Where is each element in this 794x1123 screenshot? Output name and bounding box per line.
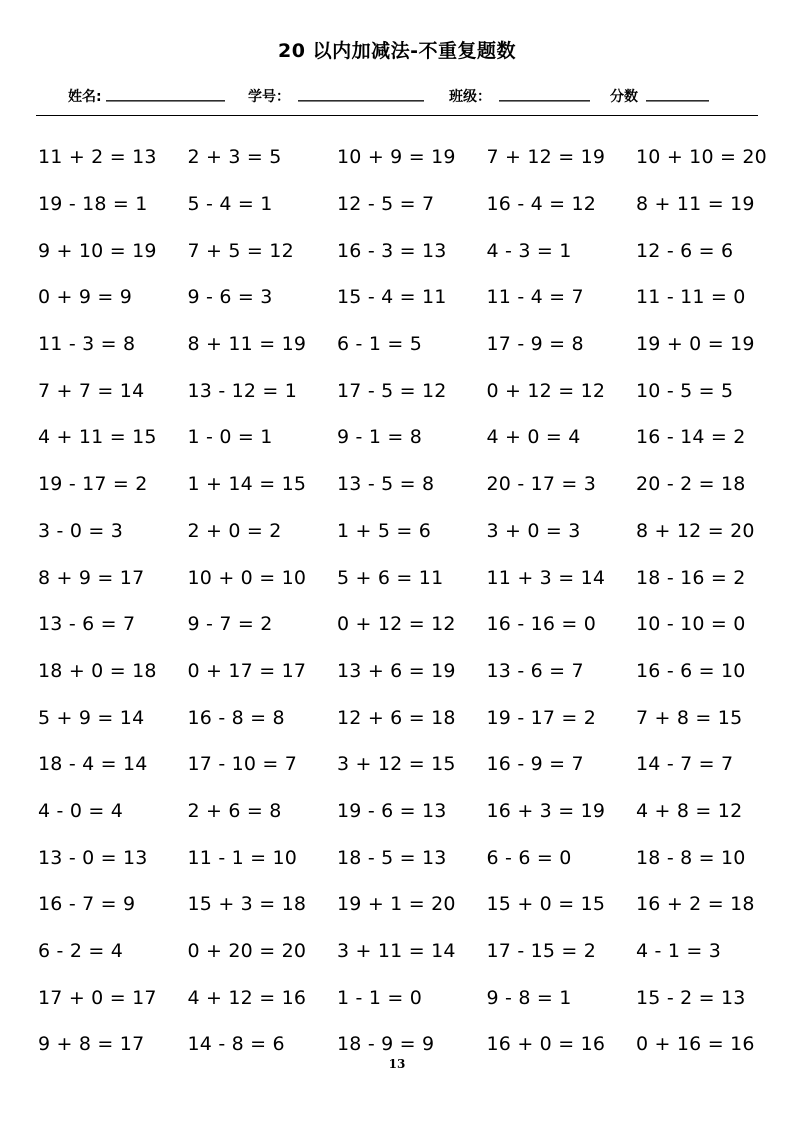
problem-row — [38, 134, 778, 181]
math-problem: 4 - 0 = 4 — [38, 799, 123, 822]
math-problem: 16 + 3 = 19 — [486, 799, 606, 822]
math-problem: 18 - 9 = 9 — [337, 1033, 435, 1056]
math-problem: 9 - 1 = 8 — [337, 426, 422, 449]
math-problem: 16 + 2 = 18 — [636, 893, 755, 916]
math-problem: 12 - 6 = 6 — [636, 239, 734, 262]
math-problem: 18 - 4 = 14 — [38, 753, 148, 776]
math-problem: 6 - 2 = 4 — [38, 940, 123, 963]
math-problem: 5 + 9 = 14 — [38, 706, 145, 729]
class-field[interactable]: _____________ — [499, 86, 590, 102]
math-problem: 2 + 6 = 8 — [187, 799, 282, 822]
math-problem: 11 + 2 = 13 — [38, 146, 157, 169]
math-problem: 19 - 17 = 2 — [486, 706, 597, 729]
math-problem: 9 + 10 = 19 — [38, 239, 157, 262]
math-problem: 19 + 0 = 19 — [636, 333, 755, 356]
math-problem: 16 - 4 = 12 — [486, 193, 597, 216]
math-problem: 20 - 17 = 3 — [486, 473, 597, 496]
math-problem: 4 + 12 = 16 — [187, 986, 307, 1009]
math-problem: 1 + 14 = 15 — [187, 473, 307, 496]
math-problem: 11 - 3 = 8 — [38, 333, 136, 356]
math-problem: 10 + 9 = 19 — [337, 146, 456, 169]
math-problem: 15 - 4 = 11 — [337, 286, 447, 309]
math-problem: 10 + 10 = 20 — [636, 146, 767, 169]
math-problem: 16 - 8 = 8 — [187, 706, 285, 729]
math-problem: 16 + 0 = 16 — [486, 1033, 606, 1056]
math-problem: 15 + 0 = 15 — [486, 893, 606, 916]
problem-row — [38, 414, 778, 461]
math-problem: 4 + 11 = 15 — [38, 426, 157, 449]
name-field[interactable]: _________________ — [106, 86, 225, 102]
math-problem: 2 + 0 = 2 — [187, 519, 282, 542]
math-problem: 0 + 9 = 9 — [38, 286, 133, 309]
math-problem: 17 - 5 = 12 — [337, 379, 447, 402]
math-problem: 17 + 0 = 17 — [38, 986, 157, 1009]
math-problem: 19 + 1 = 20 — [337, 893, 456, 916]
math-problem: 9 + 8 = 17 — [38, 1033, 145, 1056]
math-problem: 4 + 8 = 12 — [636, 799, 743, 822]
problem-row — [38, 741, 778, 788]
problem-row — [38, 694, 778, 741]
math-problem: 12 - 5 = 7 — [337, 193, 435, 216]
score-field[interactable]: _________ — [646, 86, 709, 102]
math-problem: 11 + 3 = 14 — [486, 566, 606, 589]
math-problem: 13 - 6 = 7 — [38, 613, 136, 636]
math-problem: 0 + 20 = 20 — [187, 940, 307, 963]
math-problem: 16 - 9 = 7 — [486, 753, 584, 776]
math-problem: 2 + 3 = 5 — [187, 146, 282, 169]
math-problem: 12 + 6 = 18 — [337, 706, 456, 729]
name-label: 姓名: — [68, 89, 102, 105]
problem-row — [38, 554, 778, 601]
problem-row — [38, 601, 778, 648]
math-problem: 7 + 7 = 14 — [38, 379, 145, 402]
math-problem: 7 + 8 = 15 — [636, 706, 743, 729]
math-problem: 13 - 6 = 7 — [486, 659, 584, 682]
math-problem: 17 - 15 = 2 — [486, 940, 597, 963]
math-problem: 16 - 3 = 13 — [337, 239, 447, 262]
problem-row — [38, 881, 778, 928]
math-problem: 0 + 12 = 12 — [486, 379, 606, 402]
math-problem: 13 + 6 = 19 — [337, 659, 456, 682]
problem-row — [38, 367, 778, 414]
header-divider — [36, 115, 758, 116]
class-label: 班级： — [449, 89, 491, 105]
math-problem: 9 - 7 = 2 — [187, 613, 273, 636]
math-problem: 13 - 5 = 8 — [337, 473, 435, 496]
problem-row — [38, 461, 778, 508]
math-problem: 8 + 9 = 17 — [38, 566, 145, 589]
math-problem: 18 + 0 = 18 — [38, 659, 157, 682]
math-problem: 18 - 8 = 10 — [636, 846, 746, 869]
math-problem: 20 - 2 = 18 — [636, 473, 746, 496]
math-problem: 7 + 12 = 19 — [486, 146, 606, 169]
math-problem: 8 + 12 = 20 — [636, 519, 755, 542]
math-problem: 19 - 6 = 13 — [337, 799, 447, 822]
problem-row — [38, 227, 778, 274]
math-problem: 0 + 17 = 17 — [187, 659, 307, 682]
student-id-label: 学号： — [248, 89, 290, 105]
math-problem: 6 - 1 = 5 — [337, 333, 422, 356]
problem-row — [38, 508, 778, 555]
math-problem: 16 - 16 = 0 — [486, 613, 597, 636]
math-problem: 1 - 0 = 1 — [187, 426, 273, 449]
math-problem: 13 - 12 = 1 — [187, 379, 298, 402]
math-problem: 4 - 1 = 3 — [636, 940, 721, 963]
math-problem: 3 + 12 = 15 — [337, 753, 456, 776]
problem-row — [38, 648, 778, 695]
problem-row — [38, 928, 778, 975]
math-problem: 13 - 0 = 13 — [38, 846, 148, 869]
problem-row — [38, 834, 778, 881]
score-label: 分数 — [610, 89, 638, 105]
problem-row — [38, 788, 778, 835]
math-problem: 1 + 5 = 6 — [337, 519, 432, 542]
math-problem: 11 - 1 = 10 — [187, 846, 298, 869]
math-problem: 4 + 0 = 4 — [486, 426, 581, 449]
math-problem: 18 - 16 = 2 — [636, 566, 746, 589]
math-problem: 4 - 3 = 1 — [486, 239, 572, 262]
page-title: 20 以内加减法-不重复题数 — [278, 40, 516, 62]
math-problem: 5 - 4 = 1 — [187, 193, 273, 216]
math-problem: 11 - 11 = 0 — [636, 286, 746, 309]
problem-row — [38, 181, 778, 228]
math-problem: 6 - 6 = 0 — [486, 846, 572, 869]
math-problem: 15 + 3 = 18 — [187, 893, 307, 916]
math-problem: 3 + 0 = 3 — [486, 519, 581, 542]
math-problem: 15 - 2 = 13 — [636, 986, 746, 1009]
math-problem: 8 + 11 = 19 — [636, 193, 755, 216]
math-problem: 0 + 12 = 12 — [337, 613, 456, 636]
math-problem: 11 - 4 = 7 — [486, 286, 584, 309]
math-problem: 10 + 0 = 10 — [187, 566, 307, 589]
math-problem: 0 + 16 = 16 — [636, 1033, 755, 1056]
math-problem: 14 - 7 = 7 — [636, 753, 734, 776]
math-problem: 5 + 6 = 11 — [337, 566, 444, 589]
math-problem: 16 - 7 = 9 — [38, 893, 136, 916]
math-problem: 16 - 6 = 10 — [636, 659, 746, 682]
page-number: 13 — [388, 1057, 406, 1071]
problem-grid — [38, 134, 778, 1068]
student-info-row — [68, 86, 758, 108]
math-problem: 3 - 0 = 3 — [38, 519, 123, 542]
math-problem: 16 - 14 = 2 — [636, 426, 746, 449]
math-problem: 3 + 11 = 14 — [337, 940, 456, 963]
math-problem: 7 + 5 = 12 — [187, 239, 294, 262]
problem-row — [38, 974, 778, 1021]
math-problem: 18 - 5 = 13 — [337, 846, 447, 869]
math-problem: 10 - 10 = 0 — [636, 613, 746, 636]
math-problem: 14 - 8 = 6 — [187, 1033, 285, 1056]
math-problem: 8 + 11 = 19 — [187, 333, 307, 356]
math-problem: 9 - 8 = 1 — [486, 986, 572, 1009]
math-problem: 9 - 6 = 3 — [187, 286, 273, 309]
math-problem: 10 - 5 = 5 — [636, 379, 734, 402]
problem-row — [38, 321, 778, 368]
math-problem: 17 - 9 = 8 — [486, 333, 584, 356]
problem-row — [38, 274, 778, 321]
math-problem: 19 - 17 = 2 — [38, 473, 148, 496]
math-problem: 1 - 1 = 0 — [337, 986, 422, 1009]
student-id-field[interactable]: __________________ — [298, 86, 424, 102]
math-problem: 17 - 10 = 7 — [187, 753, 298, 776]
math-problem: 19 - 18 = 1 — [38, 193, 148, 216]
